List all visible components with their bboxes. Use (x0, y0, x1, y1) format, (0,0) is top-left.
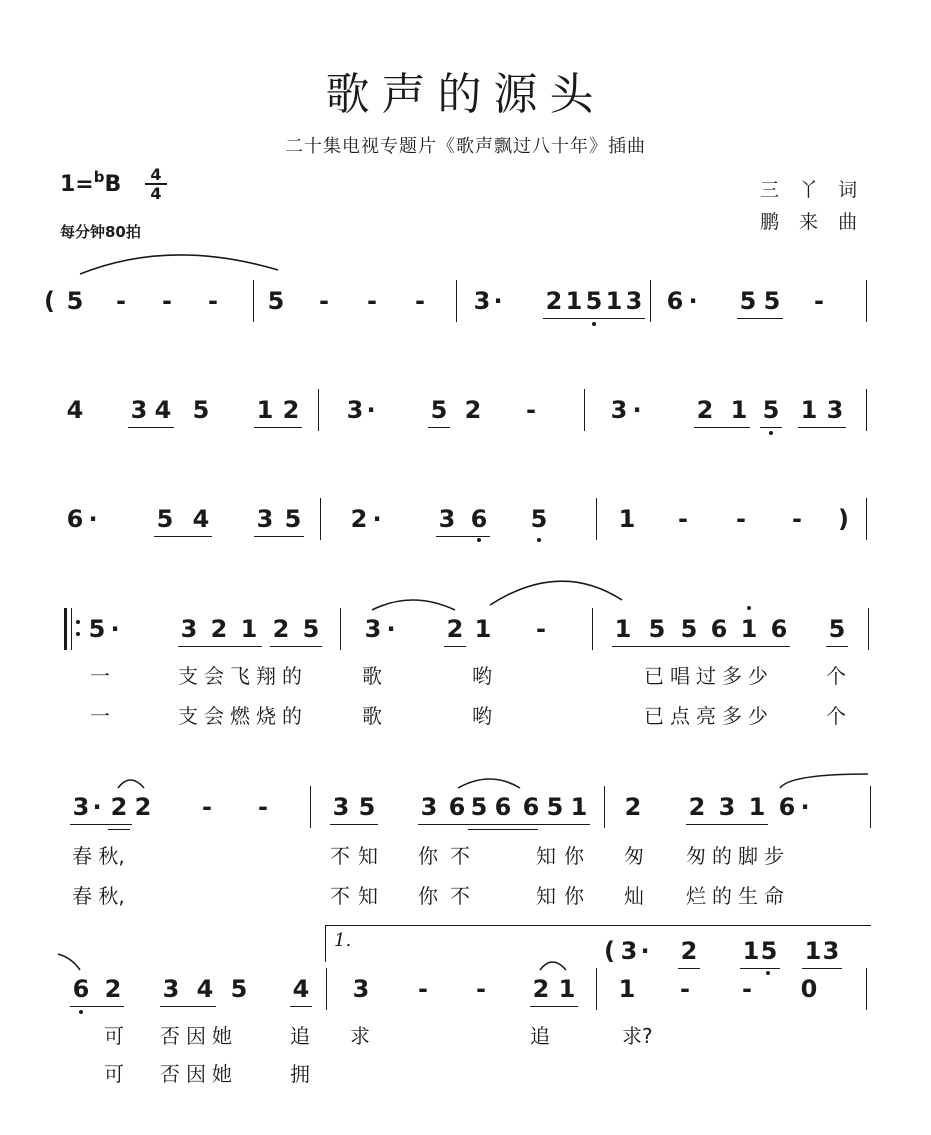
note: 5 (358, 793, 376, 821)
lyric: 个 (826, 664, 846, 688)
note: 5 (284, 505, 302, 533)
note: 6 (66, 505, 84, 533)
note: 3 (332, 793, 350, 821)
lyric: 不知 (330, 884, 386, 908)
time-numerator: 4 (150, 165, 162, 184)
note: 2 (624, 793, 642, 821)
note: 5 (739, 287, 757, 315)
note: - (742, 975, 752, 1003)
lyric: 哟 (472, 704, 492, 728)
lyric: 追 (290, 1024, 310, 1048)
note: 3 (72, 793, 90, 821)
lyric: 灿 (624, 884, 644, 908)
augmentation-dot: · (688, 287, 698, 315)
note: - (367, 287, 377, 315)
flat-sign: b (93, 168, 105, 186)
note: - (319, 287, 329, 315)
note: 2 (350, 505, 368, 533)
augmentation-dot: · (110, 615, 120, 643)
lyric: 歌 (362, 704, 382, 728)
note: 1 (256, 396, 274, 424)
composer-credit: 鹏 来 曲 (760, 211, 865, 233)
slur (80, 255, 278, 274)
lyric: 哟 (472, 664, 492, 688)
note: 3 (364, 615, 382, 643)
note: 3 (180, 615, 198, 643)
note: 3 (610, 396, 628, 424)
note: 1 (742, 937, 760, 965)
note: 3 (473, 287, 491, 315)
note: 5 (156, 505, 174, 533)
lyric: 追 (530, 1024, 550, 1048)
augmentation-dot: · (92, 793, 102, 821)
note: 4 (154, 396, 172, 424)
lyric: 拥 (290, 1062, 310, 1086)
key-note: B (104, 172, 122, 197)
note: 3 (438, 505, 456, 533)
lyric: 求 (350, 1024, 370, 1048)
note: 4 (292, 975, 310, 1003)
note: 5 (430, 396, 448, 424)
augmentation-dot: · (366, 396, 376, 424)
tie (58, 954, 80, 970)
lyric: 你不 (418, 844, 482, 868)
note: 5 (230, 975, 248, 1003)
augmentation-dot: · (800, 793, 810, 821)
note: 2 (272, 615, 290, 643)
note: 5 (760, 937, 778, 965)
note: 5 (470, 793, 488, 821)
lyric: 可 (104, 1062, 124, 1086)
note: - (162, 287, 172, 315)
lyric: 不知 (330, 844, 386, 868)
note: 2 (680, 937, 698, 965)
song-title: 歌声的源头 (325, 69, 606, 120)
note: 3 (420, 793, 438, 821)
note: ( (44, 287, 55, 315)
lyric: 一 (90, 704, 110, 728)
augmentation-dot: · (372, 505, 382, 533)
augmentation-dot: · (640, 937, 650, 965)
note: 5 (302, 615, 320, 643)
augmentation-dot: · (493, 287, 503, 315)
note: 3 (822, 937, 840, 965)
note: 3 (346, 396, 364, 424)
note: 4 (192, 505, 210, 533)
note: - (526, 396, 536, 424)
lyric: 可 (104, 1024, 124, 1048)
note: 2 (110, 793, 128, 821)
note: 6 (522, 793, 540, 821)
note: 6 (470, 505, 488, 533)
note: - (116, 287, 126, 315)
slur (372, 600, 455, 610)
note: 3 (718, 793, 736, 821)
note: 6 (494, 793, 512, 821)
note: - (418, 975, 428, 1003)
note: 3 (352, 975, 370, 1003)
note: 5 (546, 793, 564, 821)
note: 1 (605, 287, 623, 315)
tie (780, 774, 868, 788)
tie (118, 780, 144, 788)
note: ( (604, 937, 615, 965)
note: - (536, 615, 546, 643)
note: 1 (748, 793, 766, 821)
augmentation-dot: · (88, 505, 98, 533)
note: 1 (618, 505, 636, 533)
note: - (258, 793, 268, 821)
note: 6 (666, 287, 684, 315)
augmentation-dot: · (632, 396, 642, 424)
song-subtitle: 二十集电视专题片《歌声飘过八十年》插曲 (285, 136, 646, 157)
tempo-marking: 每分钟80拍 (60, 223, 141, 241)
note: 5 (585, 287, 603, 315)
note: - (678, 505, 688, 533)
lyricist-credit: 三 丫 词 (760, 179, 865, 201)
note: - (680, 975, 690, 1003)
lyric: 一 (90, 664, 110, 688)
note: 1 (240, 615, 258, 643)
note: 3 (130, 396, 148, 424)
note: 2 (282, 396, 300, 424)
augmentation-dot: · (386, 615, 396, 643)
note: 3 (826, 396, 844, 424)
note: 1 (614, 615, 632, 643)
note: 2 (688, 793, 706, 821)
note: 1 (558, 975, 576, 1003)
slur (490, 581, 622, 605)
note: 2 (545, 287, 563, 315)
note: - (814, 287, 824, 315)
time-denominator: 4 (150, 184, 162, 203)
note: 3 (625, 287, 643, 315)
note: 4 (196, 975, 214, 1003)
lyric: 已唱过多少 (644, 664, 774, 688)
lyric: 支会飞翔的 (178, 664, 308, 688)
note: 1 (618, 975, 636, 1003)
note: 5 (267, 287, 285, 315)
note: 6 (770, 615, 788, 643)
note: 0 (800, 975, 818, 1003)
lyric: 求? (622, 1024, 653, 1048)
note: 2 (104, 975, 122, 1003)
note: 5 (88, 615, 106, 643)
note: 1 (570, 793, 588, 821)
note: 3 (256, 505, 274, 533)
note: 1 (800, 396, 818, 424)
volta-label: 1. (334, 930, 352, 951)
note: 2 (532, 975, 550, 1003)
note: - (415, 287, 425, 315)
note: 5 (530, 505, 548, 533)
note: 5 (828, 615, 846, 643)
note: 2 (446, 615, 464, 643)
note: 6 (778, 793, 796, 821)
note: - (736, 505, 746, 533)
note: 5 (763, 287, 781, 315)
lyric: 个 (826, 704, 846, 728)
note: 2 (134, 793, 152, 821)
lyric: 支会燃烧的 (178, 704, 308, 728)
note: - (208, 287, 218, 315)
note: 2 (210, 615, 228, 643)
note: 1 (474, 615, 492, 643)
note: - (476, 975, 486, 1003)
note: 5 (680, 615, 698, 643)
note: 1 (565, 287, 583, 315)
lyric: 歌 (362, 664, 382, 688)
note: 5 (192, 396, 210, 424)
lyric: 你不 (418, 884, 482, 908)
lyric: 匆 (624, 844, 644, 868)
note: 2 (464, 396, 482, 424)
note: 6 (710, 615, 728, 643)
lyric: 否因她 (160, 1062, 238, 1086)
note: - (792, 505, 802, 533)
note: 1 (740, 615, 758, 643)
note: 5 (648, 615, 666, 643)
key-prefix: 1= (60, 172, 94, 197)
slur (458, 779, 520, 788)
note: 2 (696, 396, 714, 424)
lyric: 春 秋, (72, 844, 125, 868)
lyric: 已点亮多少 (644, 704, 774, 728)
note: 3 (162, 975, 180, 1003)
note: 6 (72, 975, 90, 1003)
lyric: 否因她 (160, 1024, 238, 1048)
note: ) (838, 505, 849, 533)
note: 5 (762, 396, 780, 424)
lyric: 知你 (536, 884, 592, 908)
lyric: 匆的脚步 (686, 844, 790, 868)
lyric: 春 秋, (72, 884, 125, 908)
lyric: 知你 (536, 844, 592, 868)
note: 3 (620, 937, 638, 965)
note: 6 (448, 793, 466, 821)
lyric: 烂的生命 (686, 884, 790, 908)
note: 1 (730, 396, 748, 424)
slur (540, 962, 566, 970)
note: - (202, 793, 212, 821)
note: 1 (804, 937, 822, 965)
note: 4 (66, 396, 84, 424)
note: 5 (66, 287, 84, 315)
